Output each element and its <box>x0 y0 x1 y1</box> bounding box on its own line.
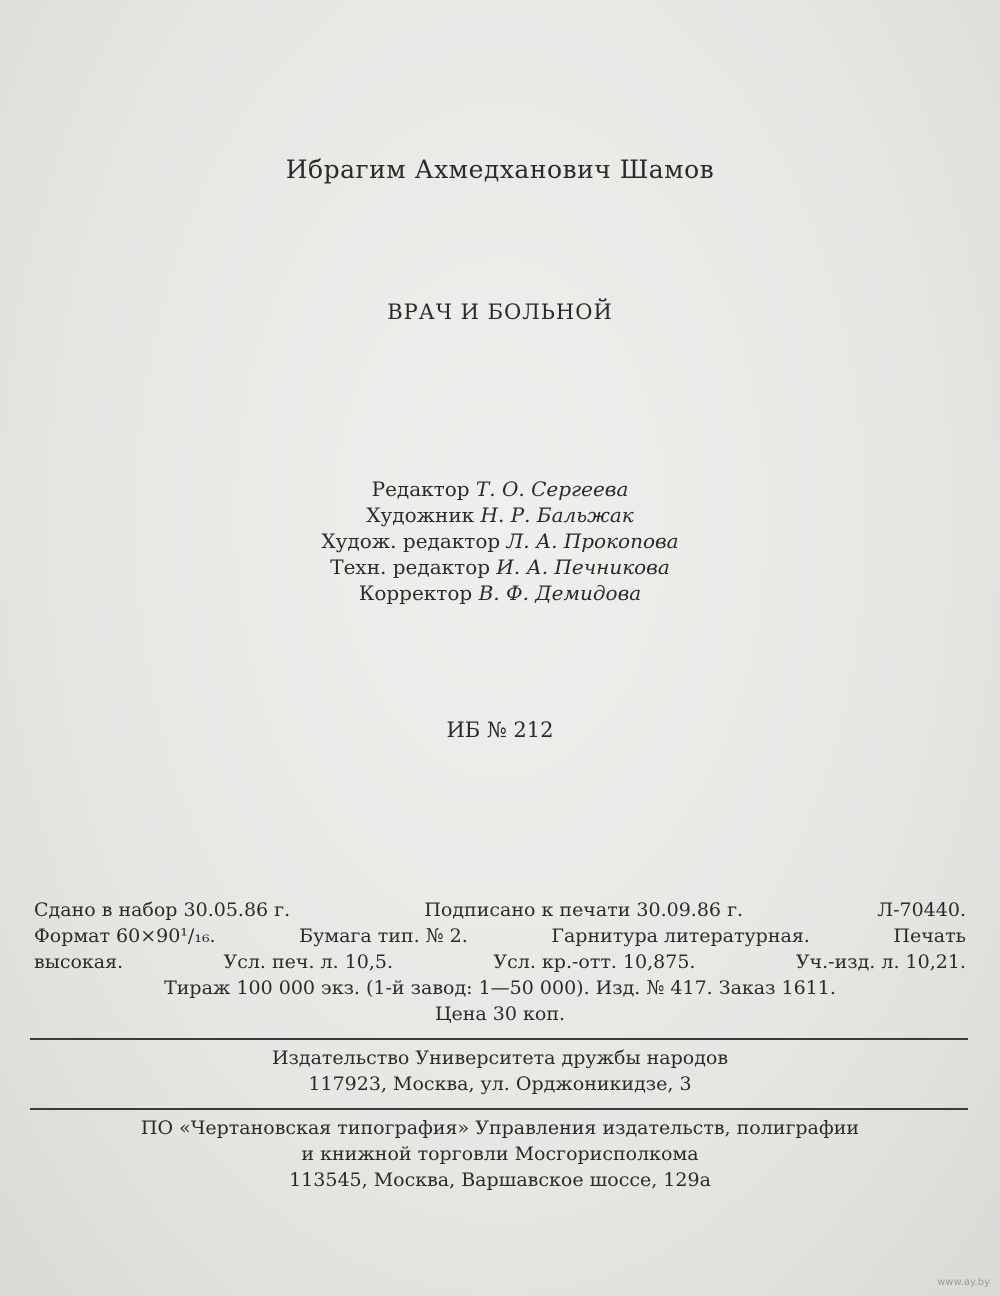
credit-name: В. Ф. Демидова <box>478 581 642 605</box>
imprint-segment: Л-70440. <box>877 899 966 921</box>
credit-role: Худож. редактор <box>321 529 501 553</box>
credit-name: Т. О. Сергеева <box>475 477 629 501</box>
imprint-line <box>34 949 966 975</box>
credit-row <box>0 476 1000 502</box>
publisher-address: 117923, Москва, ул. Орджоникидзе, 3 <box>308 1073 692 1095</box>
credit-row <box>0 502 1000 528</box>
imprint-segment: Уч.-изд. л. 10,21. <box>795 951 966 973</box>
printer-address: 113545, Москва, Варшавское шоссе, 129а <box>289 1169 711 1191</box>
imprint-segment: Формат 60×90¹/₁₆. <box>34 925 216 947</box>
imprint-line <box>34 1001 966 1027</box>
ib-number: ИБ № 212 <box>446 718 554 742</box>
credit-name: И. А. Печникова <box>496 555 670 579</box>
printer-block <box>0 1115 1000 1193</box>
imprint-segment: Гарнитура литературная. <box>551 925 810 947</box>
book-title: ВРАЧ И БОЛЬНОЙ <box>387 300 613 324</box>
imprint-segment: высокая. <box>34 951 124 973</box>
credit-row <box>0 554 1000 580</box>
imprint-block <box>34 897 966 1027</box>
credit-role: Художник <box>366 503 475 527</box>
imprint-segment: Подписано к печати 30.09.86 г. <box>424 899 744 921</box>
credit-role: Техн. редактор <box>330 555 491 579</box>
printer-line: и книжной торговли Мосгорисполкома <box>301 1143 699 1165</box>
credit-name: Л. А. Прокопова <box>506 529 679 553</box>
divider <box>30 1038 968 1040</box>
author-name: Ибрагим Ахмедханович Шамов <box>285 155 715 184</box>
credit-name: Н. Р. Бальжак <box>480 503 634 527</box>
credit-row <box>0 580 1000 606</box>
imprint-line <box>34 897 966 923</box>
credit-role: Редактор <box>371 477 470 501</box>
imprint-segment: Бумага тип. № 2. <box>299 925 468 947</box>
credit-row <box>0 528 1000 554</box>
imprint-line <box>34 975 966 1001</box>
imprint-segment: Печать <box>893 925 966 947</box>
imprint-segment: Сдано в набор 30.05.86 г. <box>34 899 291 921</box>
watermark: www.ay.by <box>937 1277 990 1288</box>
credits-block <box>0 476 1000 606</box>
publisher-name: Издательство Университета дружбы народов <box>271 1047 729 1069</box>
credit-role: Корректор <box>358 581 473 605</box>
imprint-line <box>34 923 966 949</box>
imprint-print-run: Тираж 100 000 экз. (1-й завод: 1—50 000). Изд. № 417. Заказ 1611. <box>164 977 836 999</box>
divider <box>30 1108 968 1110</box>
imprint-segment: Усл. печ. л. 10,5. <box>223 951 394 973</box>
printer-line: ПО «Чертановская типография» Управления издательств, полиграфии <box>140 1117 860 1139</box>
imprint-segment: Усл. кр.-отт. 10,875. <box>493 951 696 973</box>
publisher-block <box>0 1045 1000 1097</box>
price: Цена 30 коп. <box>434 1003 566 1025</box>
